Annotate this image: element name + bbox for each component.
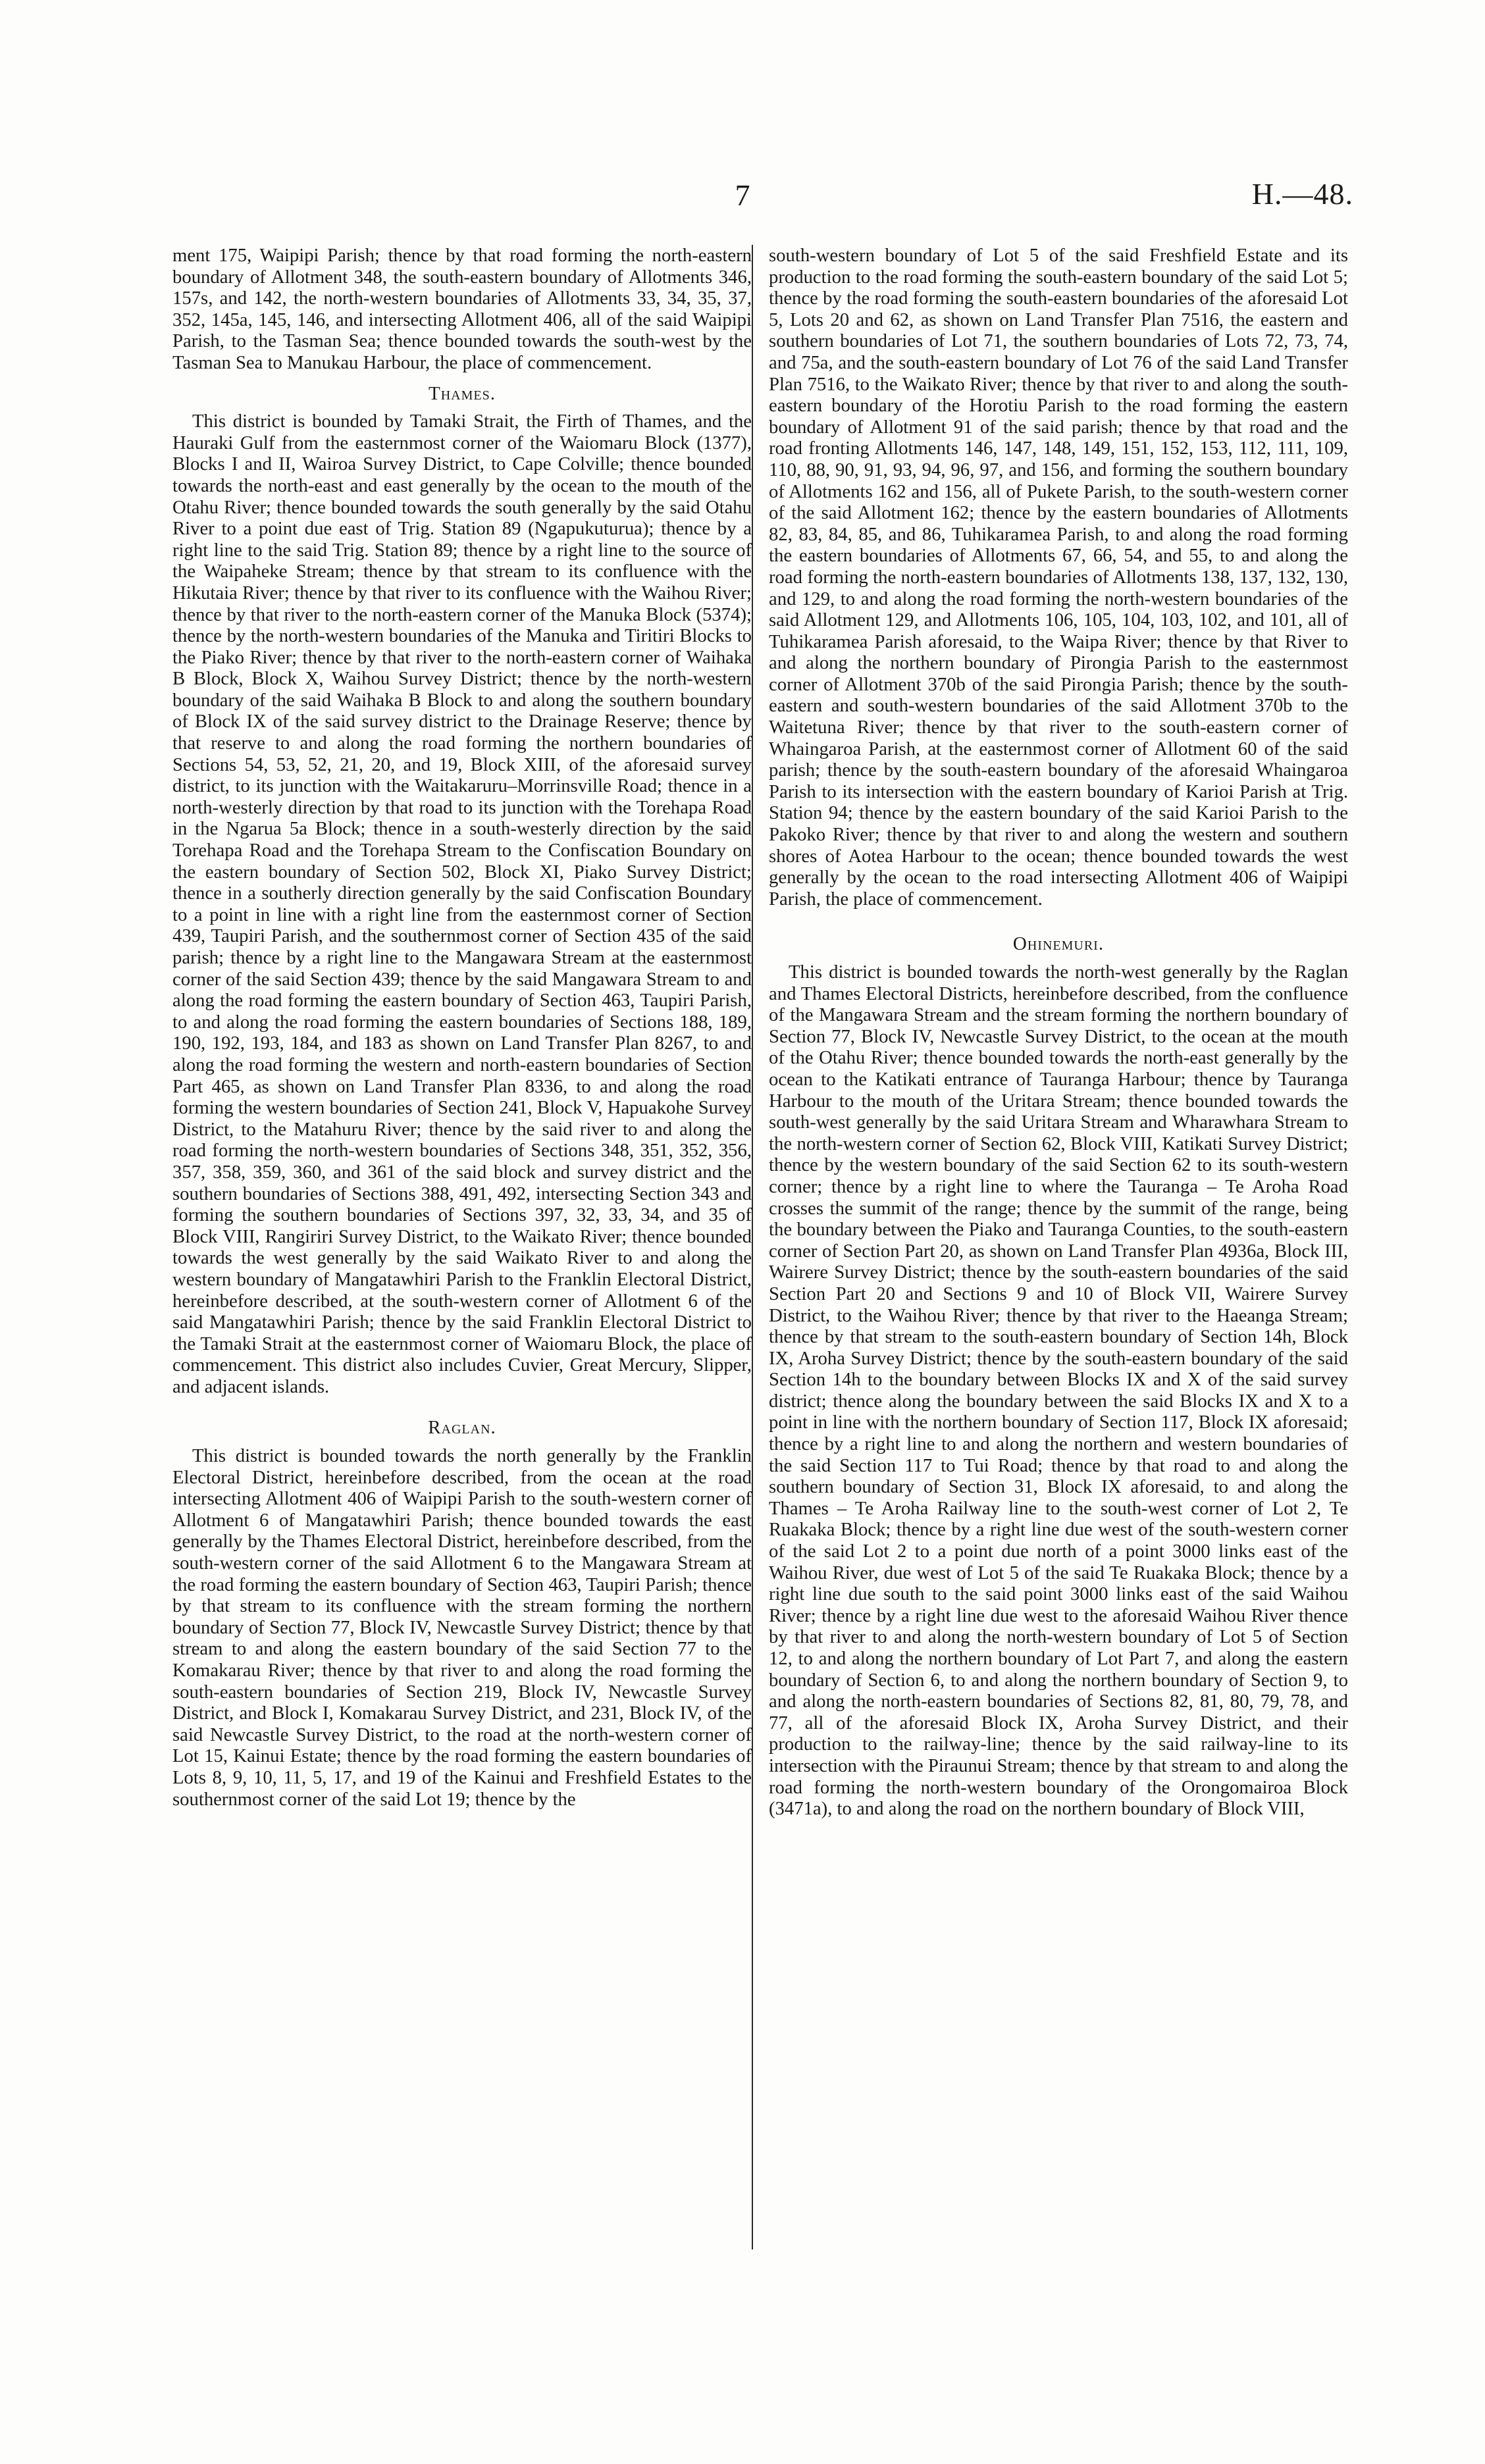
- right-column: [769, 245, 1348, 1820]
- page-number: 7: [735, 178, 750, 212]
- raglan-heading: Raglan.: [428, 1417, 496, 1439]
- thames-paragraph: This district is bounded by Tamaki Strait, the Firth of Thames, and the Hauraki Gulf from the easternmost corner of the Waiomaru Block (1377), Blocks I and II, Wairoa Survey District, to Cape Colville; thence bounded towards the north-east and east generally by the ocean to the mouth of the Otahu River; thence bounded towards the south generally by the said Otahu River to a point due east of Trig. Station 89 (Ngapukuturua); thence by a right line to the said Trig. Station 89; thence by a right line to the source of the Waipaheke Stream; thence by that stream to its confluence with the Hikutaia River; thence by that river to its confluence with the Waihou River; thence by that river to the north-eastern corner of the Manuka Block (5374); thence by the north-western boundaries of the Manuka and Tiritiri Blocks to the Piako River; thence by that river to the north-eastern corner of Waihaka B Block, Block X, Waihou Survey District; thence by the north-western boundary of the said Waihaka B Block to and along the southern boundary of Block IX of the said survey district to the Drainage Reserve; thence by that reserve to and along the road forming the northern boundaries of Sections 54, 53, 52, 21, 20, and 19, Block XIII, of the aforesaid survey district, to its junction with the Waitakaruru–Morrinsville Road; thence in a north-westerly direction by that road to its junction with the Torehapa Road in the Ngarua 5a Block; thence in a south-westerly direction by the said Torehapa Road and the Torehapa Stream to the Confiscation Boundary on the eastern boundary of Section 502, Block XI, Piako Survey District; thence in a southerly direction generally by the said Confiscation Boundary to a point in line with a right line from the easternmost corner of Section 439, Taupiri Parish, and the southernmost corner of Section 435 of the said parish; thence by a right line to the Mangawara Stream at the easternmost corner of the said Section 439; thence by the said Mangawara Stream to and along the road forming the eastern boundary of Section 463, Taupiri Parish, to and along the road forming the eastern boundaries of Sections 188, 189, 190, 192, 193, 184, and 183 as shown on Land Transfer Plan 8267, to and along the road forming the western and north-eastern boundaries of Section Part 465, as shown on Land Transfer Plan 8336, to and along the road forming the western boundaries of Section 241, Block V, Hapuakohe Survey District, to the Matahuru River; thence by the said river to and along the road forming the north-western boundaries of Sections 348, 351, 352, 356, 357, 358, 359, 360, and 361 of the said block and survey district and the southern boundaries of Sections 388, 491, 492, intersecting Section 343 and forming the southern boundaries of Sections 397, 32, 33, 34, and 35 of Block VIII, Rangiriri Survey District, to the Waikato River; thence bounded towards the west generally by the said Waikato River to and along the western boundary of Mangatawhiri Parish to the Franklin Electoral District, hereinbefore described, at the south-western corner of Allotment 6 of the said Mangatawhiri Parish; thence by the said Franklin Electoral District to the Tamaki Strait at the easternmost corner of Waiomaru Block, the place of commencement. This district also includes Cuvier, Great Mercury, Slipper, and adjacent islands.: [172, 411, 752, 1397]
- raglan-continued-paragraph: south-western boundary of Lot 5 of the said Freshfield Estate and its production to the road forming the south-eastern boundary of the said Lot 5; thence by the road forming the south-eastern boundaries of the aforesaid Lot 5, Lots 20 and 62, as shown on Land Transfer Plan 7516, the eastern and southern boundaries of Lot 71, the southern boundaries of Lots 72, 73, 74, and 75a, and the south-eastern boundary of Lot 76 of the said Land Transfer Plan 7516, to the Waikato River; thence by that river to and along the south-eastern boundary of the Horotiu Parish to the road forming the eastern boundary of Allotment 91 of the said parish; thence by that road and the road fronting Allotments 146, 147, 148, 149, 151, 152, 153, 112, 111, 109, 110, 88, 90, 91, 93, 94, 96, 97, and 156, and forming the southern boundary of Allotments 162 and 156, all of Pukete Parish, to the south-western corner of the said Allotment 162; thence by the eastern boundaries of Allotments 82, 83, 84, 85, and 86, Tuhikaramea Parish, to and along the road forming the eastern boundaries of Allotments 67, 66, 54, and 55, to and along the road forming the north-eastern boundaries of Allotments 138, 137, 132, 130, and 129, to and along the road forming the north-western boundaries of the said Allotment 129, and Allotments 106, 105, 104, 103, 102, and 101, all of Tuhikaramea Parish aforesaid, to the Waipa River; thence by that River to and along the northern boundary of Pirongia Parish to the easternmost corner of Allotment 370b of the said Pirongia Parish; thence by the south-eastern and south-western boundaries of the said Allotment 370b to the Waitetuna River; thence by that river to the south-eastern corner of Whaingaroa Parish, at the easternmost corner of Allotment 60 of the said parish; thence by the south-eastern boundary of the aforesaid Whaingaroa Parish to its intersection with the eastern boundary of Karioi Parish at Trig. Station 94; thence by the eastern boundary of the said Karioi Parish to the Pakoko River; thence by that river to and along the western and southern shores of Aotea Harbour to the ocean; thence bounded towards the west generally by the ocean to the road intersecting Allotment 406 of Waipipi Parish, the place of commencement.: [769, 245, 1348, 910]
- column-divider: [752, 245, 753, 2249]
- ohinemuri-heading: Ohinemuri.: [1012, 933, 1105, 955]
- ohinemuri-paragraph: This district is bounded towards the north-west generally by the Raglan and Thames Electoral Districts, hereinbefore described, from the confluence of the Mangawara Stream and the stream forming the northern boundary of Section 77, Block IV, Newcastle Survey District, to the ocean at the mouth of the Otahu River; thence bounded towards the north-east generally by the ocean to the Katikati entrance of Tauranga Harbour; thence by Tauranga Harbour to the mouth of the Uritara Stream; thence bounded towards the south-west generally by the said Uritara Stream and Wharawhara Stream to the north-western corner of Section 62, Block VIII, Katikati Survey District; thence by the western boundary of the said Section 62 to its south-western corner; thence by a right line to where the Tauranga – Te Aroha Road crosses the summit of the range; thence by the summit of the range, being the boundary between the Piako and Tauranga Counties, to the south-eastern corner of Section Part 20, as shown on Land Transfer Plan 4936a, Block III, Wairere Survey District; thence by the south-eastern boundaries of the said Section Part 20 and Sections 9 and 10 of Block VII, Wairere Survey District, to the Waihou River; thence by that river to the Haeanga Stream; thence by that stream to the south-eastern boundary of Section 14h, Block IX, Aroha Survey District; thence by the south-eastern boundary of the said Section 14h to the boundary between Blocks IX and X of the said survey district; thence along the boundary between the said Blocks IX and X to a point in line with the northern boundary of Section 117, Block IX aforesaid; thence by a right line to and along the northern and western boundaries of the said Section 117 to Tui Road; thence by that road to and along the southern boundary of Section 31, Block IX aforesaid, to and along the Thames – Te Aroha Railway line to the south-west corner of Lot 2, Te Ruakaka Block; thence by a right line due west of the south-western corner of the said Lot 2 to a point due north of a point 3000 links east of the Waihou River, due west of Lot 5 of the said Te Ruakaka Block; thence by a right line due south to the said point 3000 links east of the said Waihou River; thence by a right line due west to the aforesaid Waihou River thence by that river to and along the north-western boundary of Lot 5 of Section 12, to and along the northern boundary of Lot Part 7, and along the eastern boundary of Section 6, to and along the northern boundary of Section 9, to and along the north-eastern boundaries of Sections 82, 81, 80, 79, 78, and 77, all of the aforesaid Block IX, Aroha Survey District, and their production to the railway-line; thence by the said railway-line to its intersection with the Piraunui Stream; thence by that stream to and along the road forming the north-western boundary of the Orongomairoa Block (3471a), to and along the road on the northern boundary of Block VIII,: [769, 962, 1348, 1820]
- left-column: [172, 245, 752, 1810]
- thames-heading: Thames.: [429, 382, 496, 404]
- continuation-paragraph: ment 175, Waipipi Parish; thence by that road forming the north-eastern boundary of Allotment 348, the south-eastern boundary of Allotments 346, 157s, and 142, the north-western boundaries of Allotments 33, 34, 35, 37, 352, 145a, 145, 146, and intersecting Allotment 406, all of the said Waipipi Parish, to the Tasman Sea; thence bounded towards the south-west by the Tasman Sea to Manukau Harbour, the place of commencement.: [172, 245, 752, 373]
- document-reference: H.—48.: [1251, 177, 1353, 211]
- raglan-paragraph: This district is bounded towards the north generally by the Franklin Electoral District, hereinbefore described, from the ocean at the road intersecting Allotment 406 of Waipipi Parish to the south-western corner of Allotment 6 of Mangatawhiri Parish; thence bounded towards the east generally by the Thames Electoral District, hereinbefore described, from the south-western corner of the said Allotment 6 to the Mangawara Stream at the road forming the eastern boundary of Section 463, Taupiri Parish; thence by that stream to its confluence with the stream forming the northern boundary of Section 77, Block IV, Newcastle Survey District; thence by that stream to and along the eastern boundary of the said Section 77 to the Komakarau River; thence by that river to and along the road forming the south-eastern boundaries of Section 219, Block IV, Newcastle Survey District, and Block I, Komakarau Survey District, and 231, Block IV, of the said Newcastle Survey District, to the road at the north-western corner of Lot 15, Kainui Estate; thence by the road forming the eastern boundaries of Lots 8, 9, 10, 11, 5, 17, and 19 of the Kainui and Freshfield Estates to the southernmost corner of the said Lot 19; thence by the: [172, 1445, 752, 1810]
